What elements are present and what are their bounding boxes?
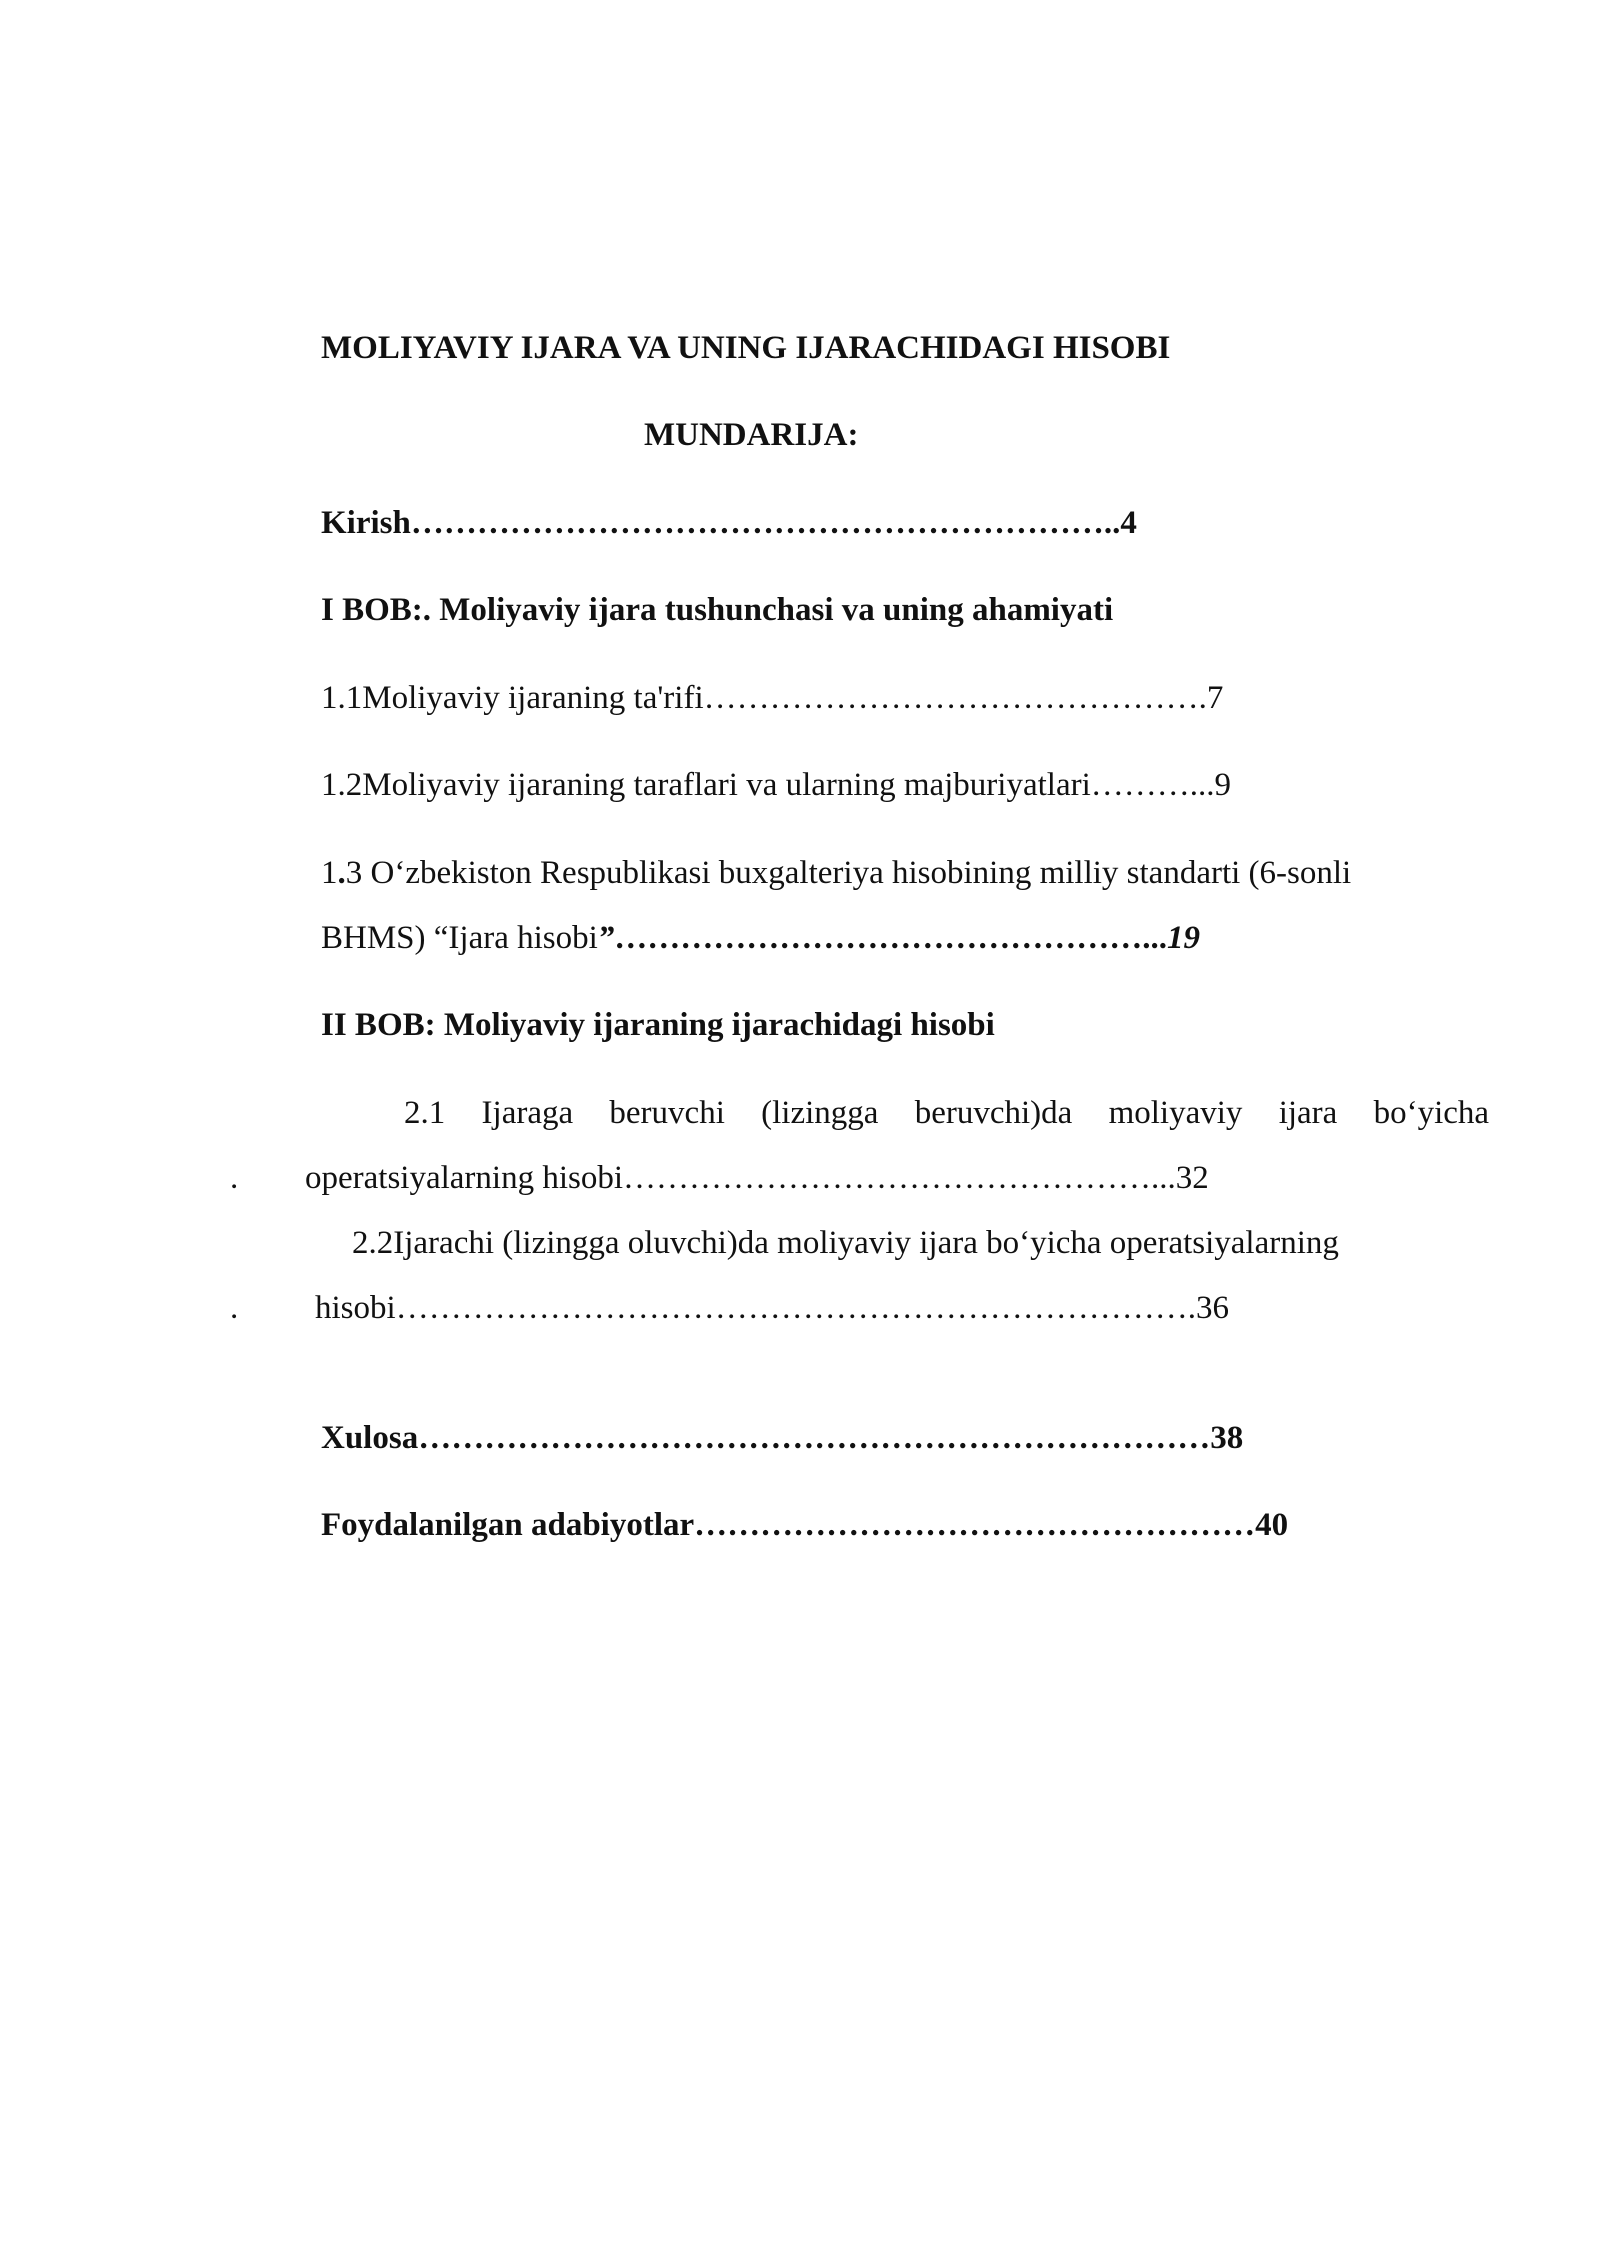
toc-entry-1-3-line1 — [321, 853, 1351, 893]
toc-word: moliyaviy — [1108, 1095, 1243, 1131]
toc-leader-dots: …………………………………………... — [614, 920, 1168, 956]
toc-page-number: 7 — [1206, 680, 1224, 716]
list-bullet: . — [230, 1160, 239, 1196]
toc-closing-quote: ” — [597, 920, 615, 956]
toc-word: Ijaraga — [481, 1095, 574, 1131]
toc-entry-label: 1.1Moliyaviy ijaraning ta'rifi — [321, 680, 704, 716]
chapter-2-heading: II BOB: Moliyaviy ijaraning ijarachidagi hisobi — [321, 1007, 995, 1043]
toc-leader-dots: ……………………………………………………………… — [418, 1420, 1211, 1456]
toc-leader-dots: ……………………………………………………….. — [410, 505, 1121, 541]
toc-page-number: 4 — [1120, 505, 1137, 541]
toc-page-number: 32 — [1175, 1160, 1209, 1196]
toc-entry-number-dot: . — [337, 855, 346, 891]
toc-word: beruvchi — [609, 1095, 725, 1131]
toc-entry-1-1 — [321, 678, 1223, 718]
toc-leader-dots: …………………………………………... — [623, 1160, 1176, 1196]
toc-word: beruvchi)da — [914, 1095, 1073, 1131]
toc-entry-references — [321, 1505, 1288, 1545]
toc-page-number: 38 — [1210, 1420, 1244, 1456]
toc-entry-label: 1.2Moliyaviy ijaraning taraflari va ularning majburiyatlari — [321, 767, 1091, 803]
toc-page-number: 40 — [1255, 1507, 1289, 1543]
toc-entry-label: hisobi — [315, 1290, 396, 1326]
toc-entry-2-2-line1: 2.2Ijarachi (lizingga oluvchi)da moliyaviy ijara bo‘yicha operatsiyalarning — [352, 1225, 1339, 1261]
toc-entry-label: BHMS) “Ijara hisobi — [321, 920, 598, 956]
toc-leader-dots: ………………………………………. — [703, 680, 1207, 716]
toc-page-number: 19 — [1167, 920, 1201, 956]
toc-entry-label: Foydalanilgan adabiyotlar — [321, 1507, 695, 1543]
toc-page-number: 36 — [1195, 1290, 1229, 1326]
toc-entry-1-2 — [321, 765, 1231, 805]
toc-entry-label: 3 O‘zbekiston Respublikasi buxgalteriya hisobining milliy standarti (6-sonli — [345, 855, 1352, 891]
toc-leader-dots: ………………………………………………………………. — [395, 1290, 1196, 1326]
toc-entry-label: Kirish — [321, 505, 411, 541]
toc-entry-1-3-line2 — [321, 918, 1200, 958]
toc-entry-label: operatsiyalarning hisobi — [305, 1160, 624, 1196]
toc-word: bo‘yicha — [1373, 1095, 1490, 1131]
toc-page-number: 9 — [1214, 767, 1231, 803]
toc-leader-dots: …………………………………………… — [694, 1507, 1256, 1543]
toc-word: ijara — [1278, 1095, 1338, 1131]
toc-leader-dots: ………... — [1090, 767, 1215, 803]
toc-entry-conclusion — [321, 1418, 1243, 1458]
toc-entry-number: 1 — [321, 855, 338, 891]
chapter-1-heading: I BOB:. Moliyaviy ijara tushunchasi va uning ahamiyati — [321, 592, 1114, 628]
contents-heading: MUNDARIJA: — [644, 417, 859, 453]
toc-entry-2-2-line2 — [315, 1288, 1229, 1328]
toc-entry-label: Xulosa — [321, 1420, 419, 1456]
toc-word: 2.1 — [404, 1095, 446, 1131]
document-title: MOLIYAVIY IJARA VA UNING IJARACHIDAGI HISOBI — [321, 330, 1171, 366]
toc-entry-2-1-line1 — [321, 1093, 1489, 1133]
toc-entry-2-1-line2 — [305, 1158, 1209, 1198]
toc-entry-intro — [321, 503, 1137, 543]
list-bullet: . — [230, 1290, 239, 1326]
toc-word: (lizingga — [761, 1095, 879, 1131]
